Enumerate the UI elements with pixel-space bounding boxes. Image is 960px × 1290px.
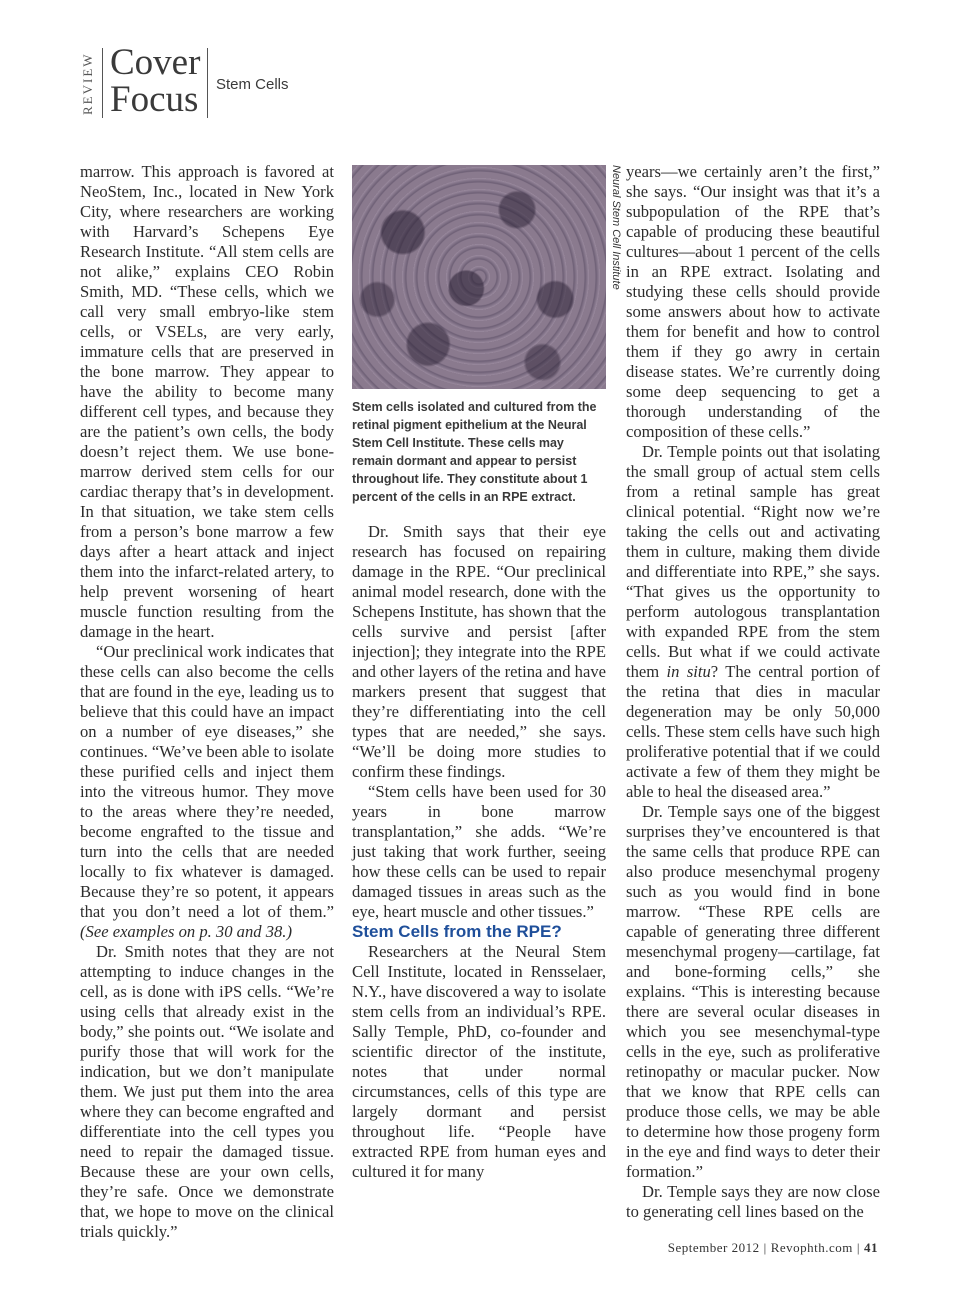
subheading: Stem Cells from the RPE?	[352, 922, 562, 941]
review-label: REVIEW	[80, 52, 95, 116]
paragraph: Dr. Smith says that their eye research has focused on repairing damage in the RPE. “Our preclinical animal model research, done with the Schepens Institute, has shown that the cells survive and persist [after injection]; they integrate into the RPE and other layers of the retina and have markers present that suggest that they’re differentiating into the cell types that are needed,” she says. “We’ll be doing more studies to confirm these findings.	[352, 522, 606, 781]
stem-cell-micrograph	[352, 165, 606, 389]
issue-date: September 2012	[667, 1240, 760, 1255]
article-column-1	[80, 162, 334, 1242]
emphasis: in situ	[666, 662, 711, 681]
paragraph: Dr. Smith notes that they are not attempting to induce changes in the cell, as is done with iPS cells. “We’re using cells that already exist in the body,” she points out. “We isolate and purify those that will work for the indication, but we don’t manipulate them. We just put them into the area where they can become engrafted and differentiate into the cell types you need to repair the damaged tissue. Because these are your own cells, they’re safe. Once we demonstrate that, we hope to move on the clinical trials quickly.”	[80, 942, 334, 1241]
section-topic: Stem Cells	[216, 76, 289, 93]
header-divider	[102, 48, 103, 118]
paragraph: Researchers at the Neural Stem Cell Institute, located in Rensselaer, N.Y., have discovered a way to isolate stem cells from an individual’s RPE. Sally Temple, PhD, co-founder and scientific director of the institute, notes that under normal circumstances, cells of this type are largely dormant and persist throughout life. “People have extracted RPE from human eyes and cultured it for many	[352, 942, 606, 1181]
paragraph	[80, 642, 334, 942]
footer-separator: |	[763, 1240, 767, 1255]
photo-credit: Neural Stem Cell Institute	[610, 165, 622, 290]
title-line-focus: Focus	[110, 79, 199, 120]
paragraph-text: “Our preclinical work indicates that these cells can also become the cells that are found in the eye, leading us to believe that this could have an impact on a number of eye diseases,” she continues. “We’ve been able to isolate these purified cells and inject them into the vitreous humor. They move to the areas where they’re needed, become engrafted to the tissue and turn into the cells that are needed locally to fix whatever is damaged. Because they’re so potent, it appears that you don’t need a lot of them.”	[80, 642, 334, 921]
paragraph: years—we certainly aren’t the first,” she says. “Our insight was that it’s a subpopulation of the RPE that’s capable of producing these beautiful cultures—about 1 percent of the cells in an RPE extract. Isolating and studying these cells should provide some answers about how to activate them for benefit and how to control them if they go awry in certain disease states. We’re currently doing some deep sequencing to get a thorough understanding of the composition of these cells.”	[626, 162, 880, 441]
page-footer	[668, 1240, 878, 1256]
page-number: 41	[864, 1240, 878, 1255]
header-divider	[207, 48, 208, 118]
footer-separator: |	[856, 1240, 860, 1255]
section-title	[110, 44, 200, 118]
paragraph-text: Dr. Temple points out that isolating the small group of actual stem cells from a retinal sample has great clinical potential. “Right now we’re taking the cells out and activating them in culture, making them divide and differentiate into RPE,” she says. “That gives us the opportunity to perform autologous transplantation with expanded RPE from the stem cells. But what if we could activate them	[626, 442, 880, 681]
paragraph: Dr. Temple says they are now close to generating cell lines based on the	[626, 1182, 880, 1221]
title-line-cover: Cover	[110, 42, 201, 83]
paragraph	[626, 442, 880, 802]
article-column-3	[626, 162, 880, 1222]
paragraph: “Stem cells have been used for 30 years in bone marrow transplantation,” she adds. “We’re just taking that work further, seeing how these cells can be used to repair damaged tissues in areas such as the eye, heart muscle and other tissues.”	[352, 782, 606, 921]
paragraph-text: ? The central portion of the retina that dies in macular degeneration may be only 50,000 cells. These stem cells have such high proliferative potential that if we could activate a few of them they might be able to heal the diseased area.”	[626, 662, 880, 801]
page-reference: (See examples on p. 30 and 38.)	[80, 922, 292, 941]
paragraph: Dr. Temple says one of the biggest surprises they’ve encountered is that the same cells that produce RPE can also produce mesenchymal progeny such as you would find in bone marrow. “These RPE cells are capable of generating three different mesenchymal progeny—cartilage, fat and bone-forming cells,” she explains. “This is interesting because there are several ocular diseases in which you see mesenchymal-type cells in the eye, such as proliferative retinopathy or macular pucker. Now that we know that RPE cells can produce those cells, we may be able to determine how those progeny form in the eye and find ways to deter their formation.”	[626, 802, 880, 1181]
article-column-2	[352, 522, 606, 1182]
website: Revophth.com	[770, 1240, 853, 1255]
paragraph: marrow. This approach is favored at NeoStem, Inc., located in New York City, where researchers are working with Harvard’s Schepens Eye Research Institute. “All stem cells are not alike,” explains CEO Robin Smith, MD. “These cells, which we call very small embryo-like stem cells, or VSELs, are very early, immature cells that are preserved in the bone marrow. They appear to have the ability to become many different cell types, and because they are the patient’s own cells, the body doesn’t reject them. We use bone-marrow derived stem cells for our cardiac therapy that’s in development. In that situation, we take stem cells from a person’s bone marrow a few days after a heart attack and inject them into the infarct-related artery, to help prevent worsening of heart muscle function resulting from the damage in the heart.	[80, 162, 334, 641]
figure-caption: Stem cells isolated and cultured from the retinal pigment epithelium at the Neural Stem Cell Institute. These cells may remain dormant and appear to persist throughout life. They constitute about 1 percent of the cells in an RPE extract.	[352, 400, 597, 504]
